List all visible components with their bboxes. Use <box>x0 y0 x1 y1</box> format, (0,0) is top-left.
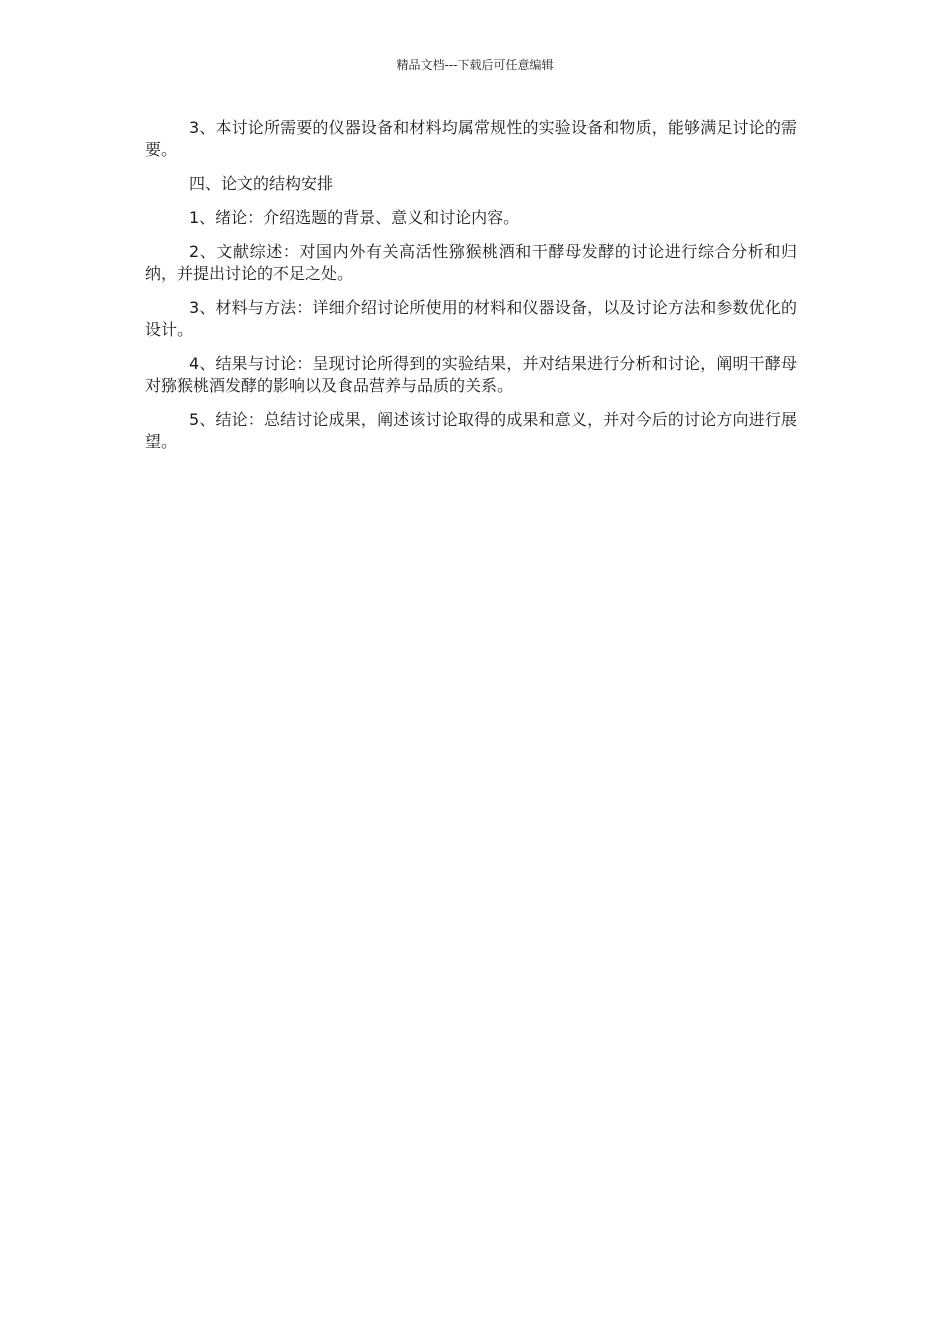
paragraph-introduction: 1、绪论：介绍选题的背景、意义和讨论内容。 <box>189 208 520 227</box>
paragraph-literature-review: 2、文献综述：对国内外有关高活性猕猴桃酒和干酵母发酵的讨论进行综合分析和归纳，并提出讨论的不足之处。 <box>145 242 797 283</box>
document-body <box>145 117 797 465</box>
paragraph-results: 4、结果与讨论：呈现讨论所得到的实验结果，并对结果进行分析和讨论，阐明干酵母对猕猴桃酒发酵的影响以及食品营养与品质的关系。 <box>145 354 797 395</box>
paragraph-methods: 3、材料与方法：详细介绍讨论所使用的材料和仪器设备，以及讨论方法和参数优化的设计。 <box>145 298 797 339</box>
paragraph-equipment: 3、本讨论所需要的仪器设备和材料均属常规性的实验设备和物质，能够满足讨论的需要。 <box>145 118 797 159</box>
section-heading-structure: 四、论文的结构安排 <box>189 174 334 193</box>
page-header: 精品文档---下载后可任意编辑 <box>396 58 554 72</box>
paragraph-conclusion: 5、结论：总结讨论成果，阐述该讨论取得的成果和意义，并对今后的讨论方向进行展望。 <box>145 410 797 451</box>
